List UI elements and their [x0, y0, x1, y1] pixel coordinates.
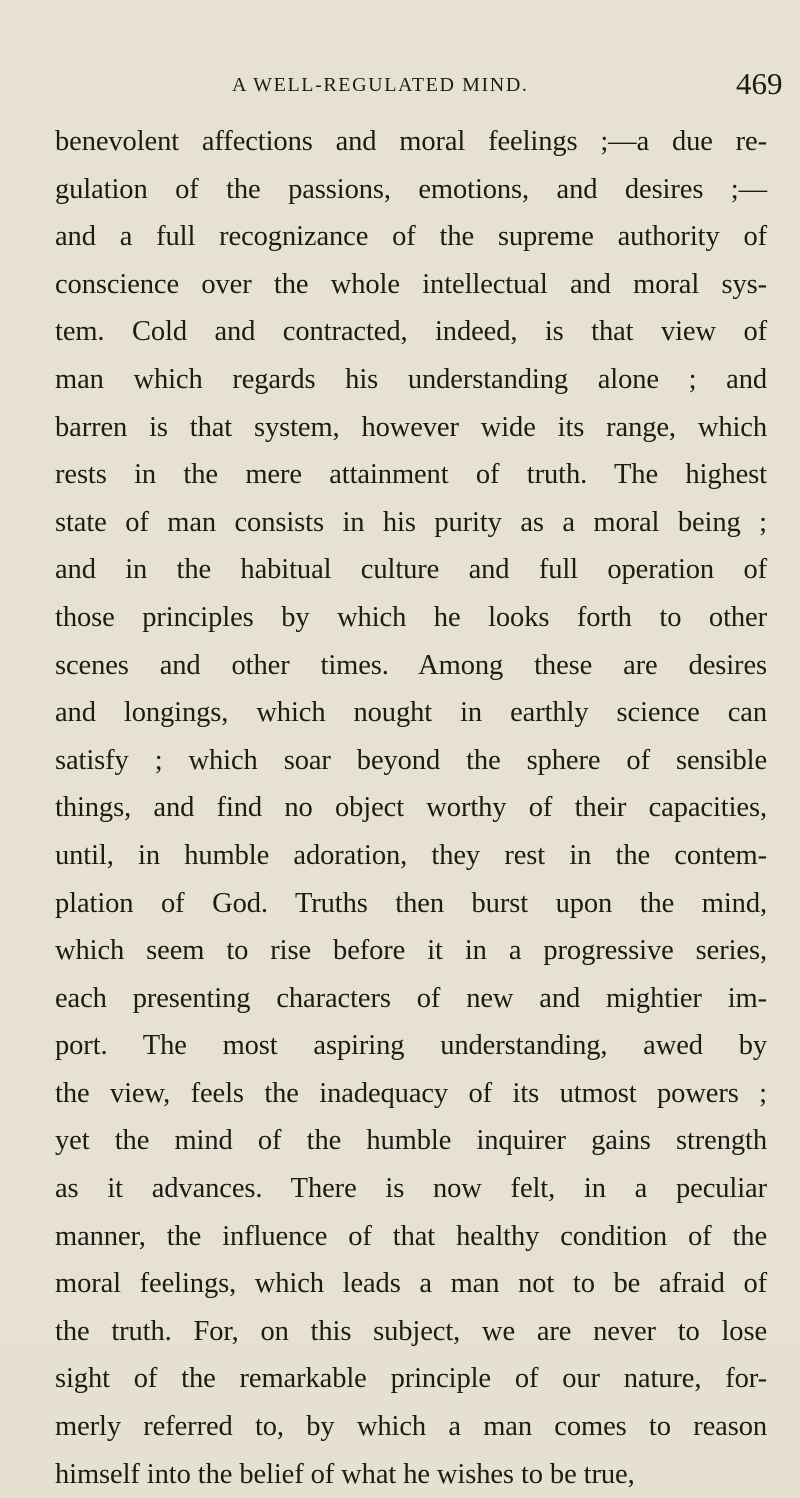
body-text	[55, 118, 767, 1498]
text-line: things, and find no object worthy of their capacities,	[55, 792, 767, 824]
text-line: sight of the remarkable principle of our nature, for-	[55, 1363, 767, 1395]
text-line: until, in humble adoration, they rest in the contem-	[55, 839, 767, 871]
text-line: rests in the mere attainment of truth. The highest	[55, 459, 767, 491]
text-line: scenes and other times. Among these are desires	[55, 649, 767, 681]
text-line: man which regards his understanding alone ; and	[55, 363, 767, 395]
text-line: benevolent affections and moral feelings ;—a due re-	[55, 126, 767, 157]
text-line: himself into the belief of what he wishes to be true,	[55, 1458, 635, 1490]
text-line: the view, feels the inadequacy of its utmost powers ;	[55, 1077, 767, 1109]
text-line: moral feelings, which leads a man not to be afraid of	[55, 1268, 767, 1300]
text-line: satisfy ; which soar beyond the sphere of sensible	[55, 744, 767, 776]
text-line: the truth. For, on this subject, we are never to lose	[55, 1315, 767, 1347]
text-line: as it advances. There is now felt, in a peculiar	[55, 1173, 767, 1205]
text-line: gulation of the passions, emotions, and desires ;—	[55, 173, 767, 205]
text-line: port. The most aspiring understanding, awed by	[55, 1030, 767, 1062]
text-line: and in the habitual culture and full operation of	[55, 554, 767, 586]
text-line: barren is that system, however wide its range, which	[55, 411, 767, 443]
text-line: which seem to rise before it in a progressive series,	[55, 935, 767, 967]
text-line: tem. Cold and contracted, indeed, is that view of	[55, 316, 767, 348]
text-line: merly referred to, by which a man comes to reason	[55, 1411, 767, 1443]
text-line: and a full recognizance of the supreme authority of	[55, 221, 767, 253]
text-line: state of man consists in his purity as a moral being ;	[55, 506, 767, 538]
text-line: plation of God. Truths then burst upon the mind,	[55, 887, 767, 919]
text-line: each presenting characters of new and mightier im-	[55, 982, 767, 1014]
text-line: manner, the influence of that healthy condition of the	[55, 1220, 767, 1252]
text-line: those principles by which he looks forth to other	[55, 601, 767, 633]
page-number: 469	[736, 66, 783, 101]
text-line: yet the mind of the humble inquirer gains strength	[55, 1125, 767, 1157]
running-head-title: A WELL-REGULATED MIND.	[232, 74, 529, 96]
text-line: and longings, which nought in earthly science can	[55, 697, 767, 729]
text-line: conscience over the whole intellectual and moral sys-	[55, 268, 767, 300]
